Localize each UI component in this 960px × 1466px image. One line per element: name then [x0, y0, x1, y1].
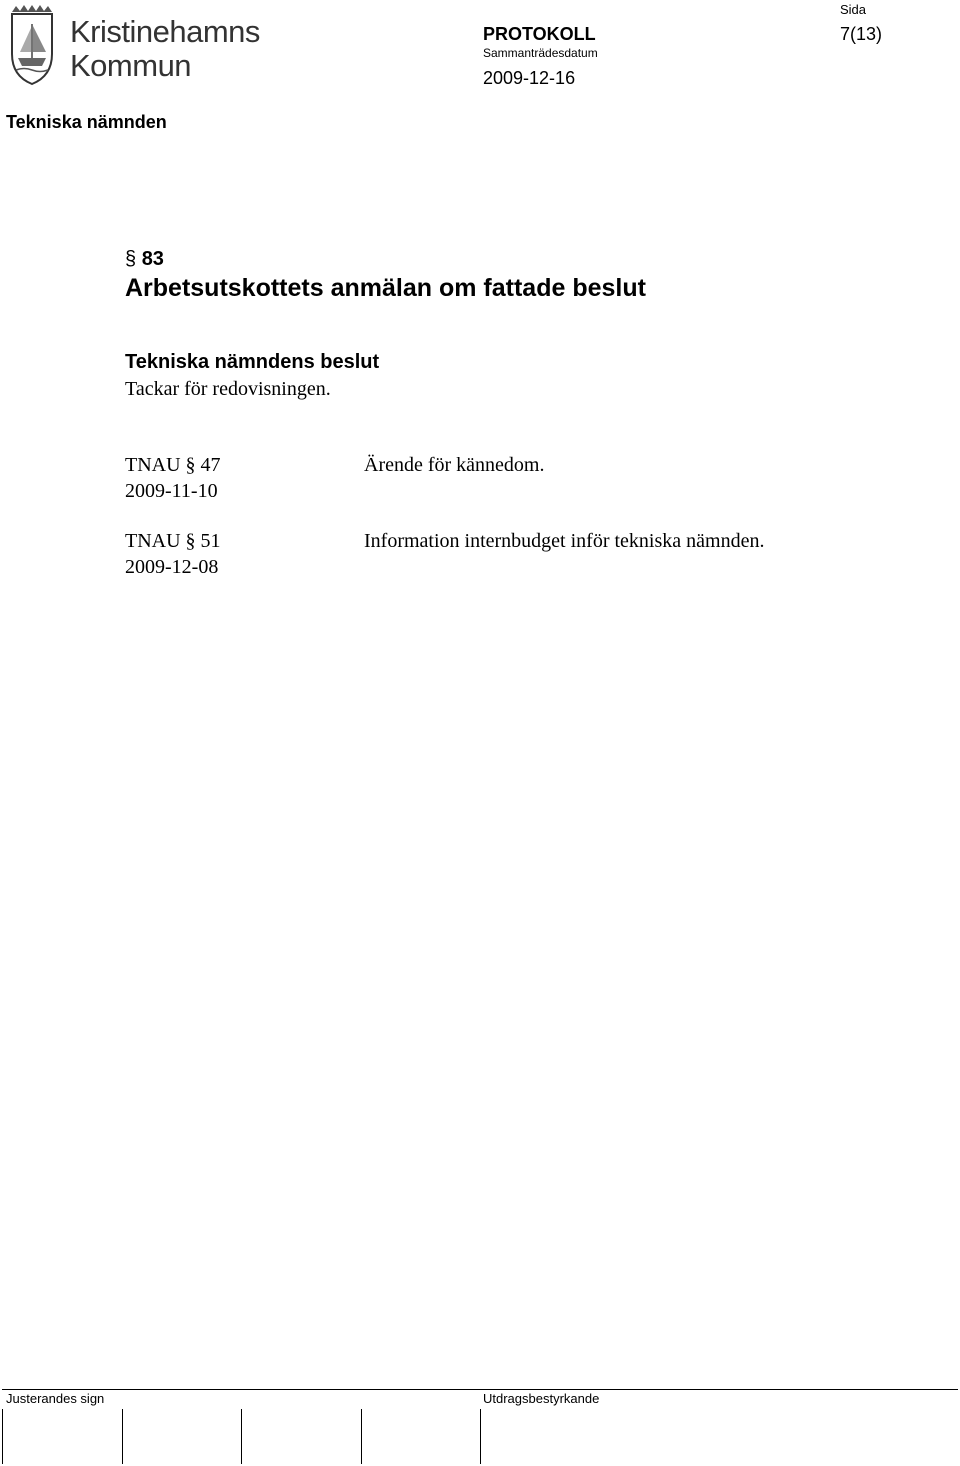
signature-box-divider — [480, 1409, 481, 1464]
page-label: Sida — [840, 2, 867, 17]
item-ref-prefix: TNAU — [125, 454, 181, 476]
item-date: 2009-12-08 — [125, 556, 219, 578]
section-number-value: 83 — [141, 248, 164, 270]
item-ref-number: 51 — [200, 530, 221, 552]
item-description: Ärende för kännedom. — [364, 454, 545, 476]
signature-box-divider — [122, 1409, 123, 1464]
signature-box-divider — [361, 1409, 362, 1464]
item-reference — [125, 454, 221, 477]
municipality-logo — [6, 2, 260, 88]
signature-box-divider — [241, 1409, 242, 1464]
section-symbol: § — [125, 248, 137, 270]
item-ref-symbol: § — [185, 530, 196, 552]
item-reference — [125, 530, 221, 553]
item-ref-symbol: § — [185, 454, 196, 476]
extract-label: Utdragsbestyrkande — [483, 1391, 600, 1406]
signature-label: Justerandes sign — [6, 1391, 105, 1406]
page-number: 7(13) — [840, 24, 883, 44]
item-description: Information internbudget inför tekniska nämnden. — [364, 530, 765, 552]
logo-wordmark-line2: Kommun — [70, 48, 192, 83]
date-label: Sammanträdesdatum — [483, 46, 598, 60]
organization-name: Tekniska nämnden — [6, 112, 167, 132]
logo-wordmark-line1: Kristinehamns — [70, 14, 260, 49]
section-title: Arbetsutskottets anmälan om fattade beslut — [125, 274, 646, 302]
item-ref-number: 47 — [200, 454, 221, 476]
signature-box-divider — [2, 1409, 3, 1464]
meeting-date: 2009-12-16 — [483, 68, 576, 88]
item-date: 2009-11-10 — [125, 480, 218, 502]
document-type: PROTOKOLL — [483, 24, 596, 44]
item-ref-prefix: TNAU — [125, 530, 181, 552]
footer-divider — [2, 1389, 958, 1390]
decision-text: Tackar för redovisningen. — [125, 378, 331, 400]
decision-heading: Tekniska nämndens beslut — [125, 351, 380, 373]
section-number — [125, 248, 164, 271]
